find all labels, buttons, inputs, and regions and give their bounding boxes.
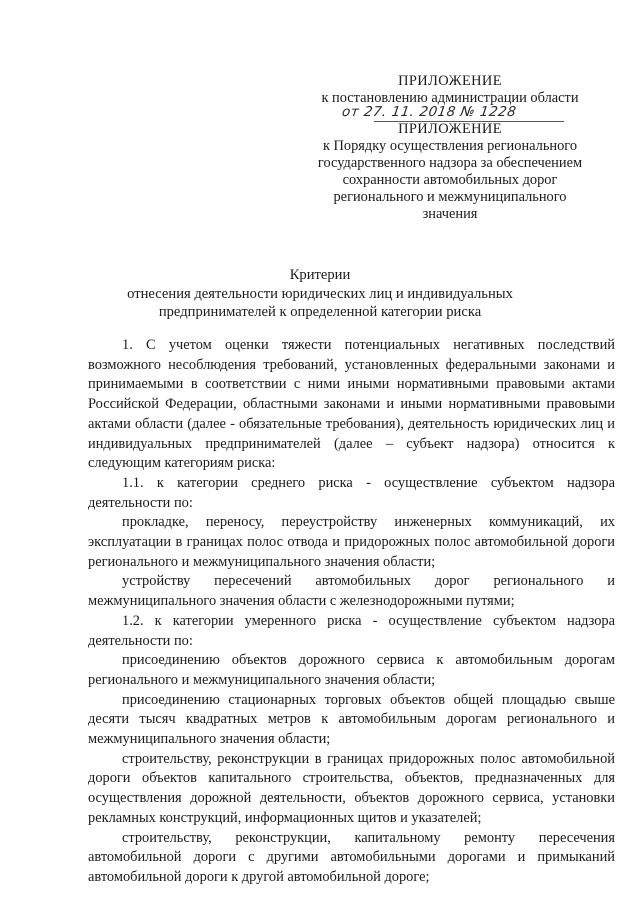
annex-line: государственного надзора за обеспечением xyxy=(317,155,583,171)
document-body xyxy=(88,336,615,888)
annex-header-decree xyxy=(300,73,600,107)
paragraph: 1.1. к категории среднего риска - осуществление субъектом надзора деятельности по: xyxy=(88,474,615,511)
paragraph: строительству, реконструкции, капитальному ремонту пересечения автомобильной дороги с другими автомобильными дорогами и примыканий автомобильной дороги к другой автомобильной дороге; xyxy=(88,829,615,885)
annex-line: регионального и межмуниципального xyxy=(333,189,567,205)
annex-line: значения xyxy=(422,206,478,222)
paragraph: строительству, реконструкции в границах придорожных полос автомобильной дороги объектов капитального строительства, объектов, предназначенных для осуществления дорожной деятельности, объектов дорожного сервиса, установки рекламных конструкций, информационных щитов и указателей; xyxy=(88,750,615,826)
annex-title: ПРИЛОЖЕНИЕ xyxy=(398,73,502,89)
paragraph: прокладке, переносу, переустройству инженерных коммуникаций, их эксплуатации в границах полос отвода и придорожных полос автомобильной дороги регионального и межмуниципального значения области; xyxy=(88,514,615,570)
heading-line: отнесения деятельности юридических лиц и индивидуальных xyxy=(127,285,513,302)
handwritten-text: от 27. 11. 2018 № 1228 xyxy=(340,104,518,120)
paragraph: 1.2. к категории умеренного риска - осуществление субъектом надзора деятельности по: xyxy=(88,612,615,649)
annex-header-procedure xyxy=(300,121,600,223)
annex-title: ПРИЛОЖЕНИЕ xyxy=(398,121,502,137)
heading-title: Критерии xyxy=(289,267,351,283)
document-heading xyxy=(90,266,550,322)
annex-line: сохранности автомобильных дорог xyxy=(342,172,558,188)
heading-line: предпринимателей к определенной категории риска xyxy=(158,304,482,320)
paragraph: присоединению стационарных торговых объектов общей площадью свыше десяти тысяч квадратных метров к автомобильным дорогам регионального и межмуниципального значения области; xyxy=(88,691,615,748)
paragraph: присоединению объектов дорожного сервиса к автомобильным дорогам регионального и межмуниципального значения области; xyxy=(88,652,615,688)
paragraph: устройству пересечений автомобильных дорог регионального и межмуниципального значения области с железнодорожными путями; xyxy=(88,573,615,610)
paragraph: 1. С учетом оценки тяжести потенциальных негативных последствий возможного несоблюдения требований, установленных федеральными законами и принимаемыми в соответствии с ними иными нормативными правовыми актами Российской Федерации, областными законами и иными нормативными правовыми актами области (далее - обязательные требования), деятельность юридических лиц и индивидуальных предпринимателей (далее – субъект надзора) относится к следующим категориям риска: xyxy=(88,337,615,472)
annex-subtitle: к постановлению администрации области xyxy=(321,90,579,106)
annex-line: к Порядку осуществления регионального xyxy=(322,138,578,154)
